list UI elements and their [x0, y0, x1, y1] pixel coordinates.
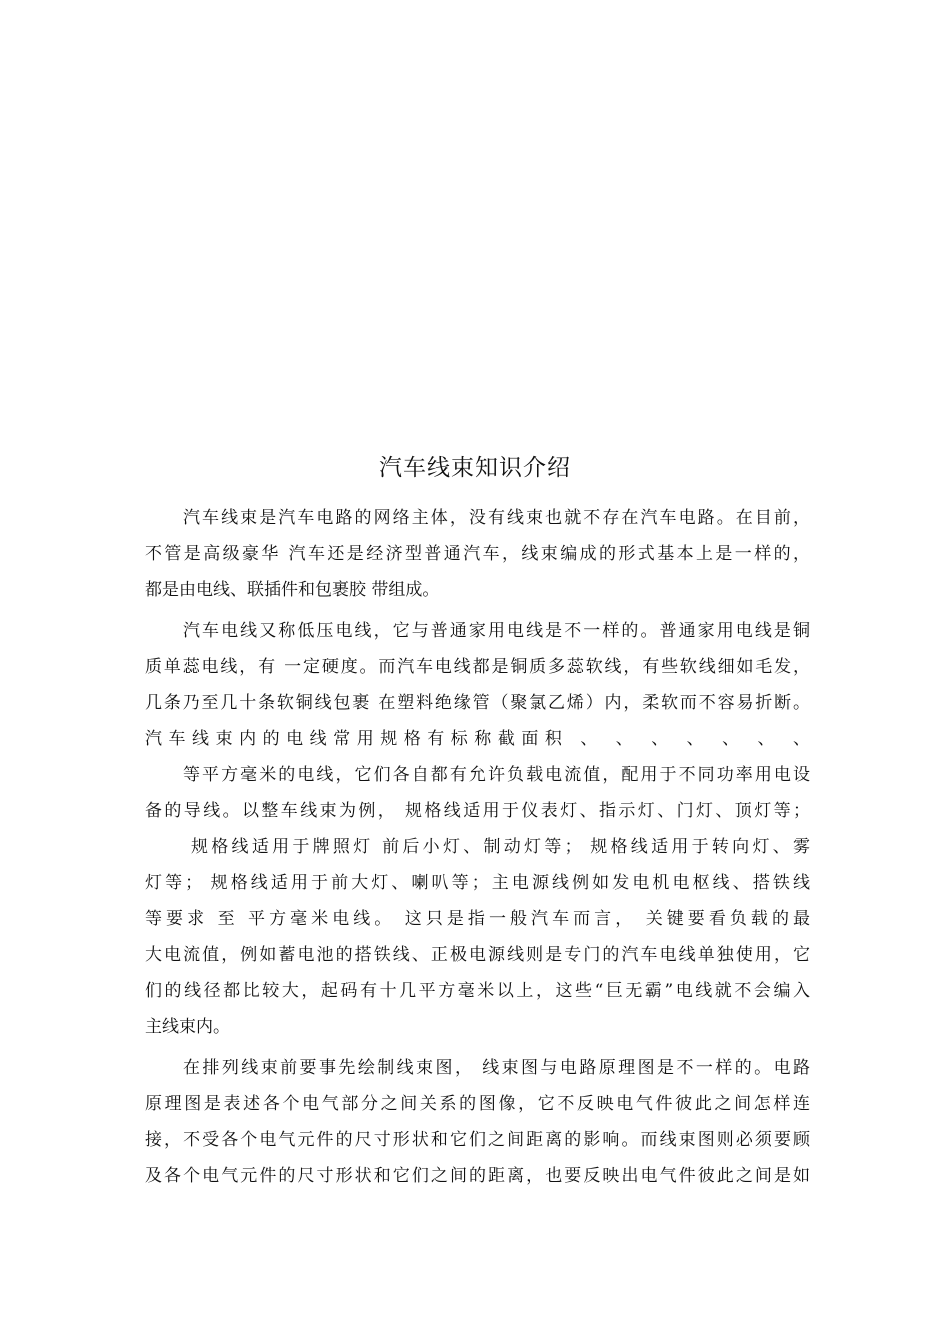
paragraph-line: 主线束内。 [145, 1017, 230, 1037]
paragraph-line: 都是由电线、联插件和包裹胶 带组成。 [145, 580, 440, 600]
paragraph-line: 灯等； 规格线适用于前大灯、喇叭等；主电源线例如发电机电枢线、搭铁线 [145, 873, 810, 893]
paragraph-line: 们的线径都比较大，起码有十几平方毫米以上，这些“巨无霸”电线就不会编入 [145, 981, 810, 1001]
paragraph-line: 不管是高级豪华 汽车还是经济型普通汽车，线束编成的形式基本上是一样的， [145, 544, 810, 564]
paragraph-line: 规格线适用于牌照灯 前后小灯、制动灯等； 规格线适用于转向灯、雾 [191, 837, 810, 857]
paragraph-line: 接，不受各个电气元件的尺寸形状和它们之间距离的影响。而线束图则必须要顾 [145, 1130, 810, 1150]
paragraph-line: 大电流值，例如蓄电池的搭铁线、正极电源线则是专门的汽车电线单独使用，它 [145, 945, 810, 965]
document-title: 汽车线束知识介绍 [379, 455, 571, 481]
paragraph-line: 在排列线束前要事先绘制线束图， 线束图与电路原理图是不一样的。电路 [183, 1058, 810, 1078]
paragraph-line: 原理图是表述各个电气部分之间关系的图像，它不反映电气件彼此之间怎样连 [145, 1094, 810, 1114]
paragraph-line: 汽车电线又称低压电线，它与普通家用电线是不一样的。普通家用电线是铜 [183, 621, 810, 641]
paragraph-line: 备的导线。以整车线束为例， 规格线适用于仪表灯、指示灯、门灯、顶灯等； [145, 801, 810, 821]
paragraph-line: 质单蕊电线，有 一定硬度。而汽车电线都是铜质多蕊软线，有些软线细如毛发， [145, 657, 810, 677]
paragraph-line: 汽车线束内的电线常用规格有标称截面积 、 、 、 、 、 、 、 [145, 729, 810, 749]
paragraph-line: 等要求 至 平方毫米电线。 这只是指一般汽车而言， 关键要看负载的最 [145, 909, 810, 929]
paragraph-line: 等平方毫米的电线，它们各自都有允许负载电流值，配用于不同功率用电设 [183, 765, 810, 785]
paragraph-line: 几条乃至几十条软铜线包裹 在塑料绝缘管（聚氯乙烯）内，柔软而不容易折断。 [145, 693, 810, 713]
paragraph-line: 及各个电气元件的尺寸形状和它们之间的距离，也要反映出电气件彼此之间是如 [145, 1166, 810, 1186]
paragraph-line: 汽车线束是汽车电路的网络主体，没有线束也就不存在汽车电路。在目前， [183, 508, 810, 528]
